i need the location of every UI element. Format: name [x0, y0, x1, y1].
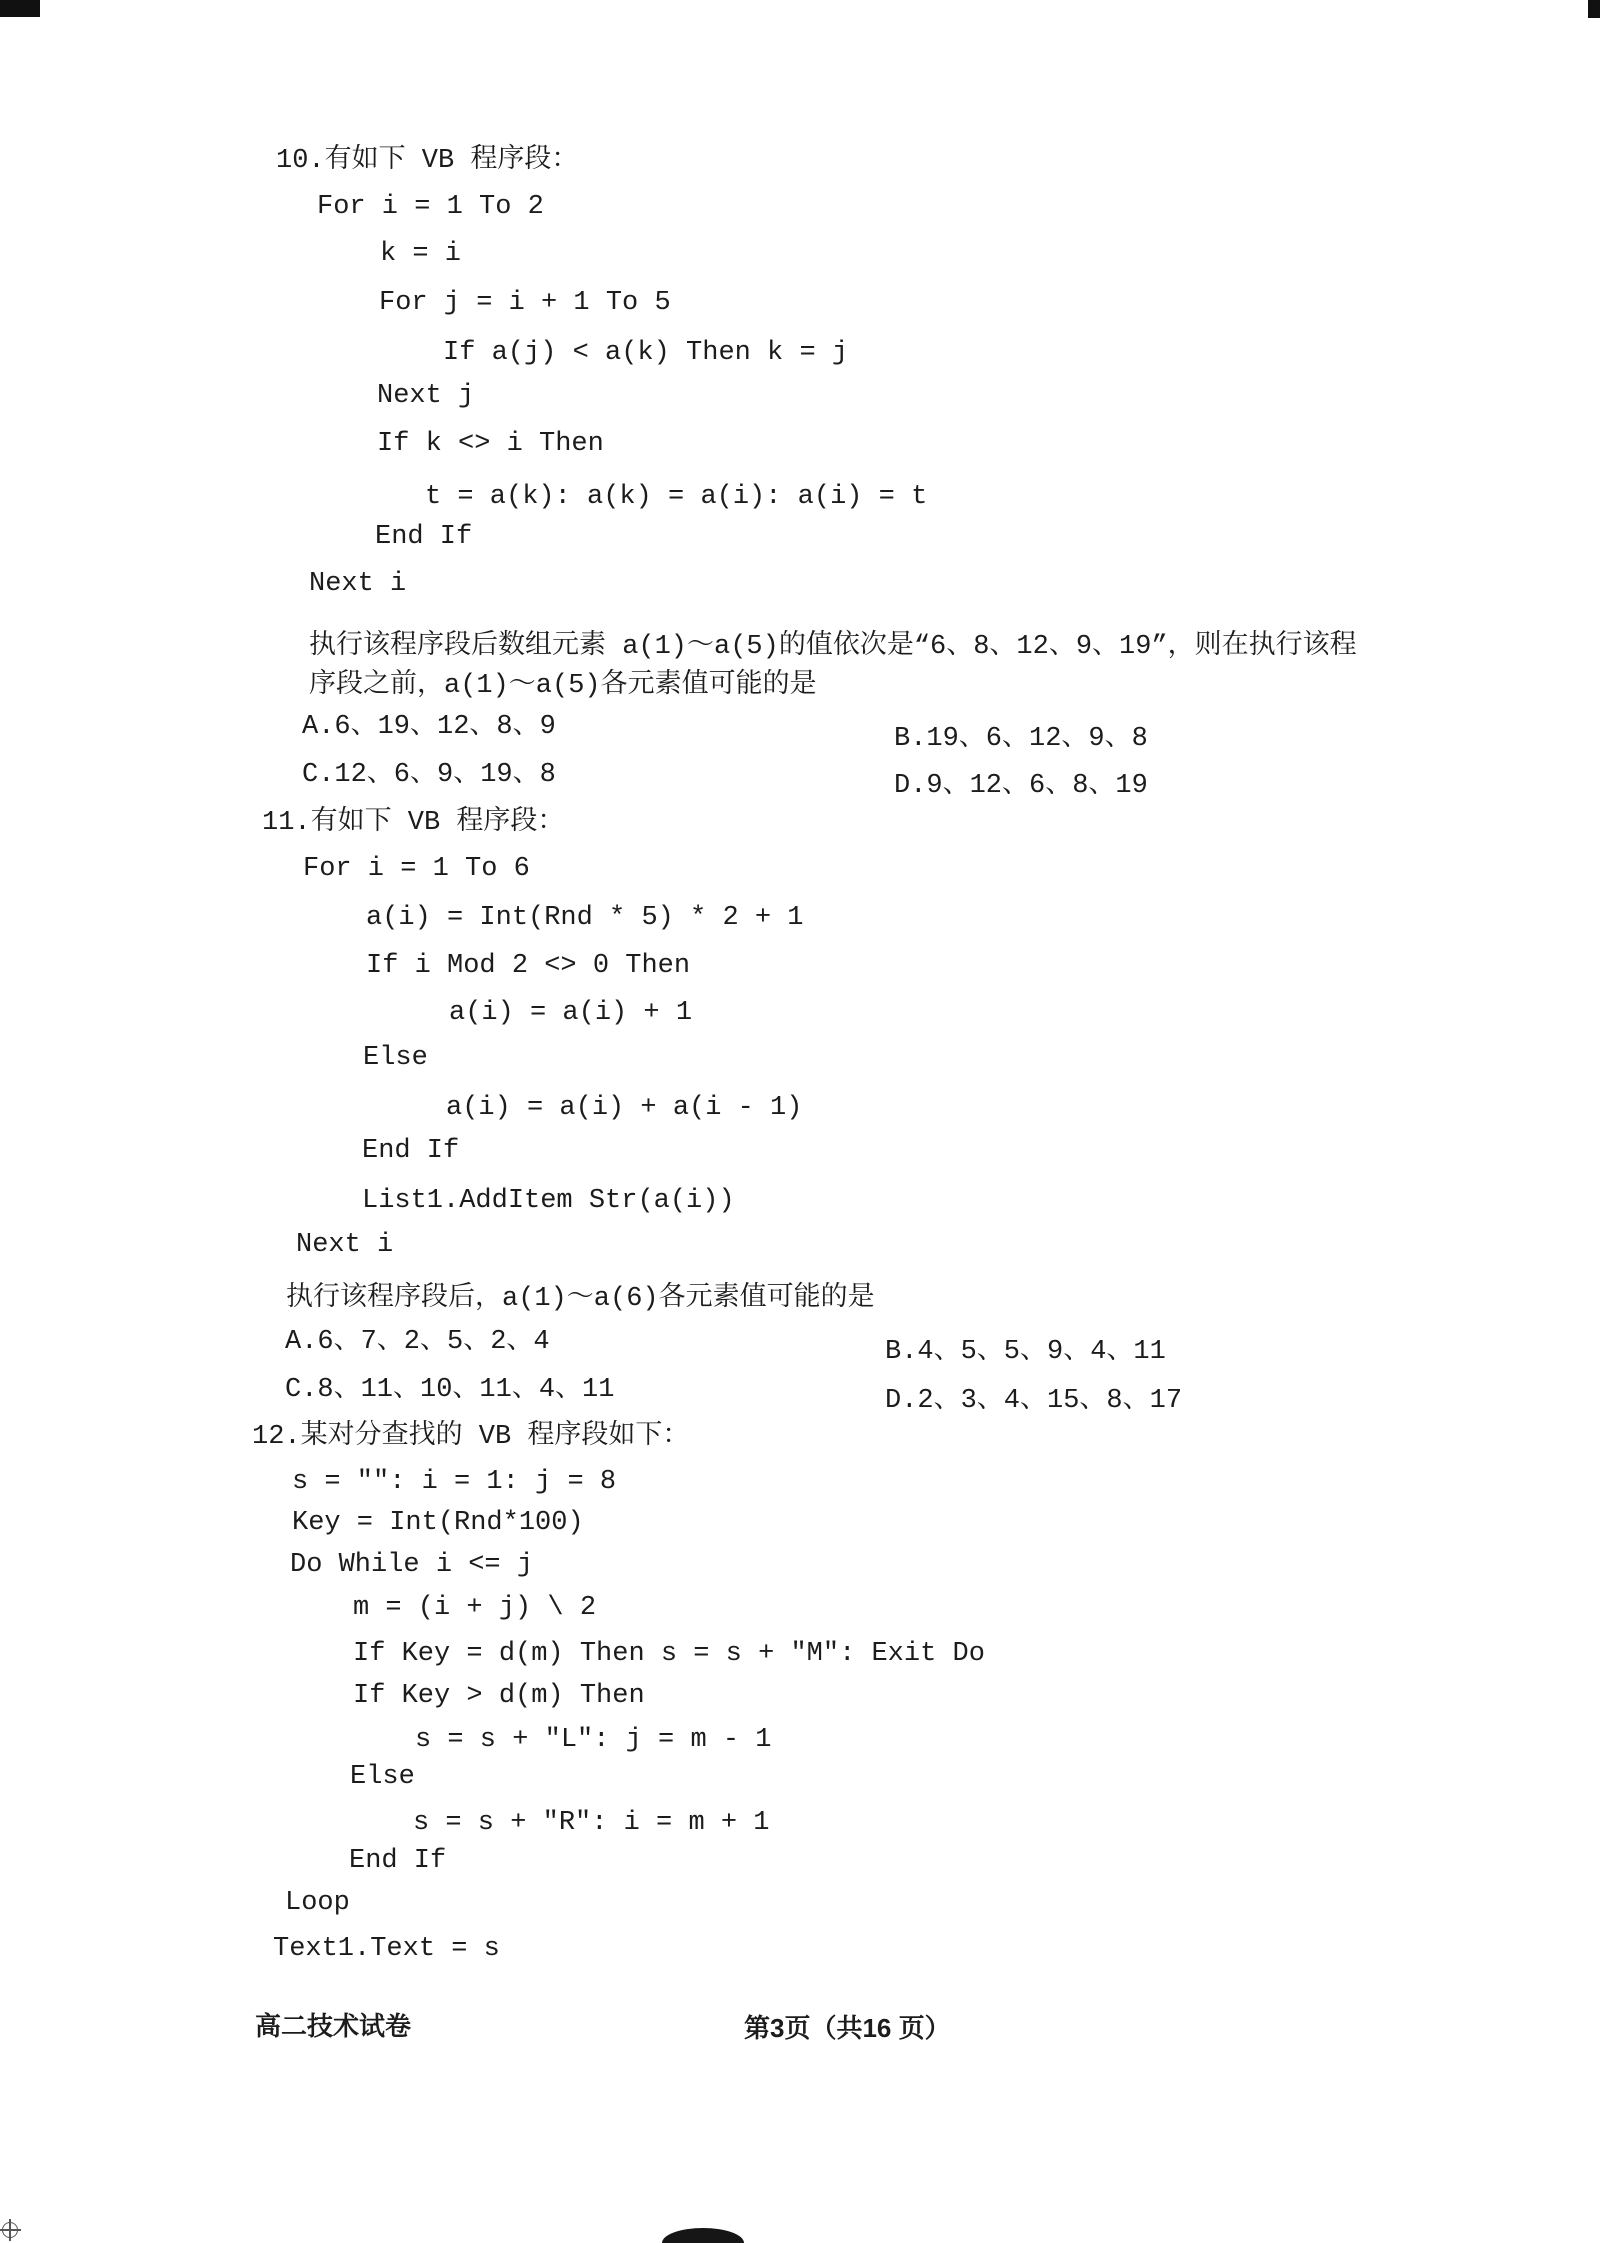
code-line: End If — [349, 1846, 447, 1876]
code-line: Else — [363, 1043, 428, 1073]
code-line: Text1.Text = s — [273, 1934, 500, 1964]
code-line: a(i) = a(i) + 1 — [449, 998, 693, 1028]
question-prompt: 执行该程序段后，a(1)～a(6)各元素值可能的是 — [286, 1284, 875, 1314]
code-line: End If — [375, 522, 473, 552]
code-line: t = a(k): a(k) = a(i): a(i) = t — [425, 482, 928, 512]
code-line: Next i — [296, 1230, 394, 1260]
code-line: List1.AddItem Str(a(i)) — [362, 1186, 735, 1216]
option-d: D.9、12、6、8、19 — [894, 771, 1148, 801]
option-a: A.6、7、2、5、2、4 — [285, 1327, 550, 1357]
code-line: a(i) = Int(Rnd * 5) * 2 + 1 — [366, 903, 804, 933]
scan-smudge-bottom — [662, 2228, 744, 2243]
code-line: Next i — [309, 569, 407, 599]
code-line: For i = 1 To 6 — [303, 854, 530, 884]
code-line: s = s + "R": i = m + 1 — [413, 1808, 770, 1838]
code-line: Next j — [377, 381, 475, 411]
code-line: If i Mod 2 <> 0 Then — [366, 951, 691, 981]
question-prompt: 执行该程序段后数组元素 a(1)～a(5)的值依次是“6、8、12、9、19”，则在执行该程 — [309, 632, 1357, 662]
code-line: For j = i + 1 To 5 — [379, 288, 671, 318]
question-heading: 11.有如下 VB 程序段： — [262, 808, 565, 838]
option-c: C.8、11、10、11、4、11 — [285, 1375, 615, 1405]
option-b: B.4、5、5、9、4、11 — [885, 1337, 1166, 1367]
code-line: Key = Int(Rnd*100) — [292, 1508, 584, 1538]
question-heading: 12.某对分查找的 VB 程序段如下： — [252, 1422, 690, 1452]
scan-corner-mark-top-left — [0, 0, 40, 17]
code-line: If Key > d(m) Then — [353, 1681, 645, 1711]
code-line: If a(j) < a(k) Then k = j — [443, 338, 849, 368]
code-line: For i = 1 To 2 — [317, 192, 544, 222]
code-line: If k <> i Then — [377, 429, 604, 459]
registration-crosshair-icon — [2, 2222, 18, 2238]
option-d: D.2、3、4、15、8、17 — [885, 1386, 1183, 1416]
code-line: Loop — [285, 1888, 350, 1918]
code-line: a(i) = a(i) + a(i - 1) — [446, 1093, 803, 1123]
footer-exam-title: 高二技术试卷 — [255, 2011, 412, 2041]
question-prompt: 序段之前，a(1)～a(5)各元素值可能的是 — [309, 671, 817, 701]
code-line: If Key = d(m) Then s = s + "M": Exit Do — [353, 1639, 985, 1669]
option-b: B.19、6、12、9、8 — [894, 724, 1148, 754]
code-line: End If — [362, 1136, 460, 1166]
code-line: m = (i + j) \ 2 — [353, 1593, 597, 1623]
option-a: A.6、19、12、8、9 — [302, 712, 556, 742]
code-line: s = "": i = 1: j = 8 — [292, 1467, 617, 1497]
footer-page-number: 第3页（共16 页） — [744, 2013, 951, 2043]
option-c: C.12、6、9、19、8 — [302, 760, 556, 790]
code-line: Else — [350, 1762, 415, 1792]
code-line: Do While i <= j — [290, 1550, 534, 1580]
question-heading: 10.有如下 VB 程序段： — [276, 146, 579, 176]
code-line: s = s + "L": j = m - 1 — [415, 1725, 772, 1755]
code-line: k = i — [380, 239, 462, 269]
scan-corner-mark-top-right — [1588, 0, 1600, 18]
